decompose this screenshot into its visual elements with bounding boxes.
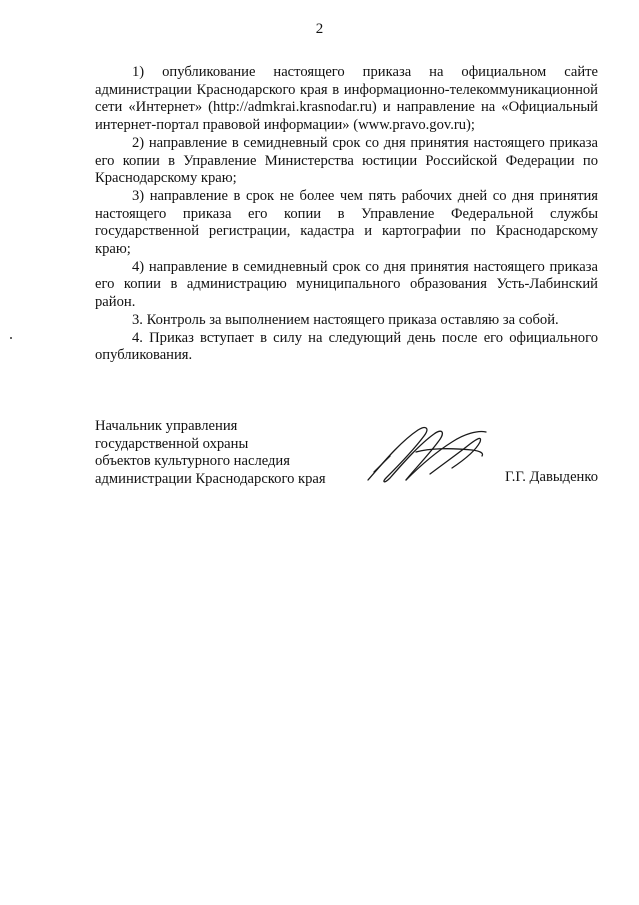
- signatory-position-line: государственной охраны: [95, 435, 249, 452]
- handwritten-signature: [360, 412, 495, 492]
- signatory-position-line: Начальник управления: [95, 418, 238, 434]
- paragraph-clause-4: 4. Приказ вступает в силу на следующий день после его официального опубликования.: [95, 329, 598, 364]
- paragraph-item-1: 1) опубликование настоящего приказа на официальном сайте администрации Краснодарского края в информационно-телекоммуникационной сети «Интернет» (http://admkrai.krasnodar.ru) и направление на «Официальный интернет-портал правовой информации» (www.pravo.gov.ru);: [95, 64, 598, 134]
- signatory-position-line: объектов культурного наследия: [95, 453, 290, 469]
- page-number: 2: [315, 21, 324, 37]
- margin-mark: [10, 337, 12, 339]
- signatory-position-line: администрации Краснодарского края: [95, 470, 326, 487]
- paragraph-item-3: 3) направление в срок не более чем пять рабочих дней со дня принятия настоящего приказа его копии в Управление Федеральной службы государственной регистрации, кадастра и картографии по Краснодарскому краю;: [95, 187, 598, 258]
- paragraph-item-4: 4) направление в семидневный срок со дня принятия настоящего приказа его копии в администрацию муниципального образования Усть-Лабинский район.: [95, 258, 598, 311]
- paragraph-clause-3: 3. Контроль за выполнением настоящего приказа оставляю за собой.: [132, 311, 559, 328]
- document-body: [95, 64, 598, 365]
- signatory-name: Г.Г. Давыденко: [504, 469, 598, 485]
- paragraph-item-2: 2) направление в семидневный срок со дня принятия настоящего приказа его копии в Управление Министерства юстиции Российской Федерации по Краснодарскому краю;: [95, 134, 598, 187]
- signatory-position: [95, 418, 326, 488]
